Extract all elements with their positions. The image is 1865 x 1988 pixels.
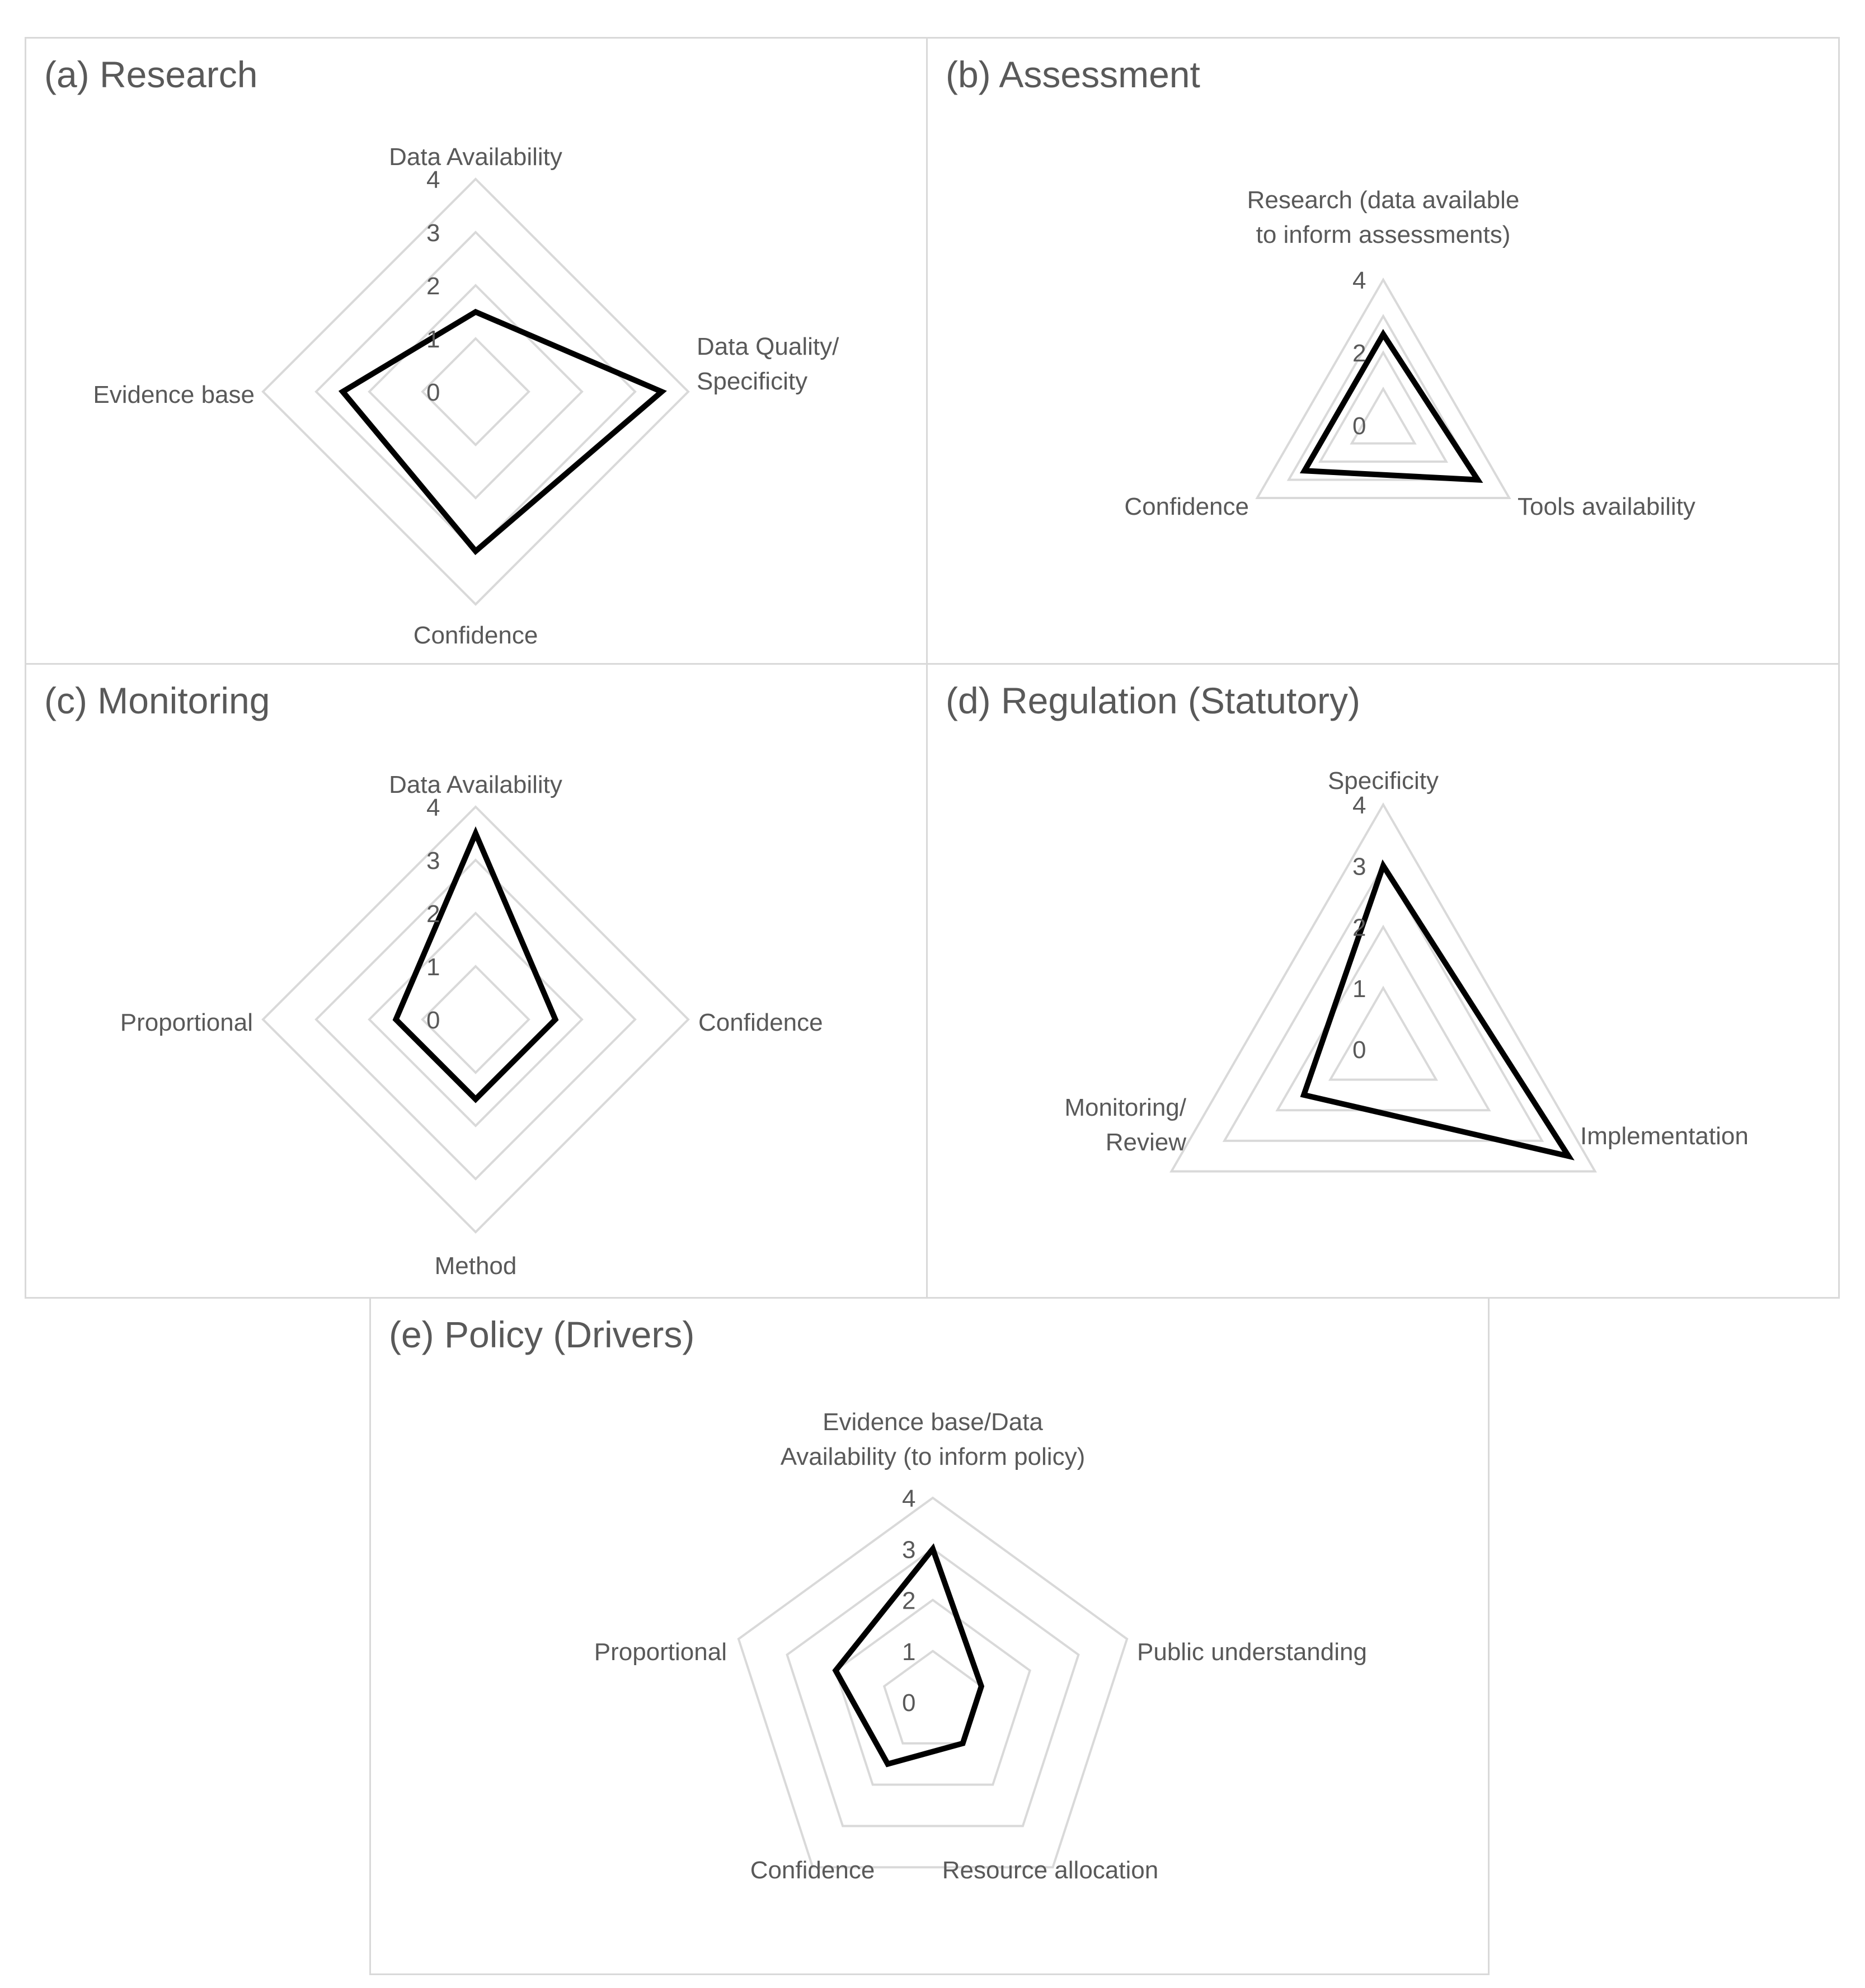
axis-label	[750, 1857, 875, 1884]
tick-label: 3	[1352, 853, 1366, 881]
axis-label-line: Review	[1105, 1129, 1186, 1156]
gridline	[263, 807, 688, 1232]
tick-label: 1	[426, 326, 440, 353]
axis-label	[594, 1638, 727, 1666]
axis-label	[389, 771, 562, 798]
axis-label-line: Monitoring/	[1064, 1094, 1186, 1121]
radar-chart	[1124, 186, 1695, 520]
axis-label-line: Proportional	[594, 1638, 727, 1666]
panel-title: (e) Policy (Drivers)	[389, 1314, 695, 1355]
axis-label-line: Data Availability	[389, 771, 562, 798]
radar-chart	[594, 1408, 1367, 1884]
axis-label-line: Evidence base/Data	[823, 1408, 1043, 1436]
data-point	[1303, 1094, 1304, 1096]
gridline	[835, 1600, 1030, 1785]
tick-label: 0	[1352, 1036, 1366, 1064]
axis-label-line: Tools availability	[1518, 493, 1695, 520]
axis-label	[120, 1009, 253, 1036]
axis-label	[698, 1009, 823, 1036]
radar-chart	[120, 771, 823, 1280]
axis-label-line: Confidence	[750, 1857, 875, 1884]
data-point	[1568, 1155, 1569, 1157]
gridline	[316, 232, 635, 551]
tick-label: 4	[1352, 267, 1366, 294]
axis-label-line: Availability (to inform policy)	[780, 1443, 1086, 1470]
axis-label-line: Evidence base	[93, 381, 255, 408]
tick-label: 2	[426, 272, 440, 300]
gridline	[263, 179, 688, 604]
axis-label	[1064, 1094, 1186, 1156]
data-point	[555, 1019, 556, 1020]
gridline	[1330, 988, 1436, 1080]
axis-label-line: Confidence	[413, 622, 538, 649]
data-point	[475, 312, 476, 313]
axis-label	[435, 1252, 517, 1280]
axis-label	[942, 1857, 1158, 1884]
axis-label	[414, 622, 538, 649]
axis-label-line: Research (data available	[1247, 186, 1520, 214]
data-point	[396, 1019, 397, 1020]
axis-label-line: Proportional	[120, 1009, 253, 1036]
data-point	[661, 391, 663, 392]
radar-chart	[93, 143, 839, 649]
tick-label: 4	[426, 794, 440, 821]
panel-title: (c) Monitoring	[44, 680, 270, 721]
axis-label-line: to inform assessments)	[1256, 221, 1511, 248]
data-point	[475, 551, 476, 552]
axis-label	[389, 143, 562, 171]
tick-label: 2	[902, 1587, 916, 1615]
axis-label	[1247, 186, 1520, 248]
data-point	[835, 1670, 836, 1671]
tick-label: 0	[1352, 412, 1366, 440]
tick-label: 0	[902, 1689, 916, 1717]
gridline	[1289, 316, 1478, 480]
tick-label: 2	[1352, 914, 1366, 942]
tick-label: 3	[426, 847, 440, 875]
axis-label-line: Data Quality/	[697, 333, 839, 360]
tick-label: 1	[902, 1638, 916, 1666]
data-point	[887, 1764, 889, 1765]
axis-label-line: Specificity	[697, 368, 808, 395]
data-point	[1383, 865, 1384, 866]
axis-label-line: Resource allocation	[942, 1857, 1159, 1884]
tick-label: 2	[1352, 340, 1366, 367]
tick-label: 1	[426, 953, 440, 981]
axis-label-line: Implementation	[1580, 1122, 1749, 1150]
data-series	[343, 312, 662, 552]
data-point	[981, 1686, 982, 1687]
axis-label-line: Confidence	[698, 1009, 823, 1036]
panel-title: (b) Assessment	[946, 54, 1200, 95]
tick-label: 4	[902, 1485, 916, 1512]
axis-label-line: Confidence	[1124, 493, 1249, 520]
data-point	[475, 1099, 476, 1100]
axis-label	[781, 1408, 1085, 1470]
tick-label: 3	[426, 219, 440, 247]
axis-label-line: Specificity	[1327, 767, 1439, 795]
axis-label	[1124, 493, 1249, 520]
tick-label: 4	[1352, 792, 1366, 819]
data-point	[475, 833, 476, 834]
tick-label: 1	[1352, 975, 1366, 1003]
radar-chart	[1064, 767, 1749, 1172]
data-point	[1304, 470, 1305, 471]
gridline	[369, 913, 582, 1126]
panel-title: (d) Regulation (Statutory)	[946, 680, 1360, 721]
tick-label: 2	[426, 900, 440, 928]
axis-label-line: Public understanding	[1137, 1638, 1367, 1666]
axis-label-line: Data Availability	[389, 143, 562, 171]
axis-label	[1580, 1122, 1749, 1150]
tick-label: 3	[902, 1536, 916, 1564]
axis-label	[1328, 767, 1439, 795]
data-point	[1383, 334, 1384, 335]
axis-label	[93, 381, 255, 408]
data-point	[1477, 480, 1478, 481]
data-series	[1304, 866, 1568, 1156]
axis-label	[1137, 1638, 1367, 1666]
panel-title: (a) Research	[44, 54, 258, 95]
axis-label	[1518, 493, 1695, 520]
gridline	[1224, 866, 1542, 1141]
data-point	[342, 391, 344, 392]
gridline	[316, 860, 635, 1179]
axis-label-line: Method	[434, 1252, 517, 1280]
axis-label	[697, 333, 839, 395]
tick-label: 0	[426, 1007, 440, 1034]
data-point	[932, 1548, 933, 1549]
data-point	[962, 1743, 964, 1744]
tick-label: 4	[426, 166, 440, 194]
tick-label: 0	[426, 379, 440, 406]
